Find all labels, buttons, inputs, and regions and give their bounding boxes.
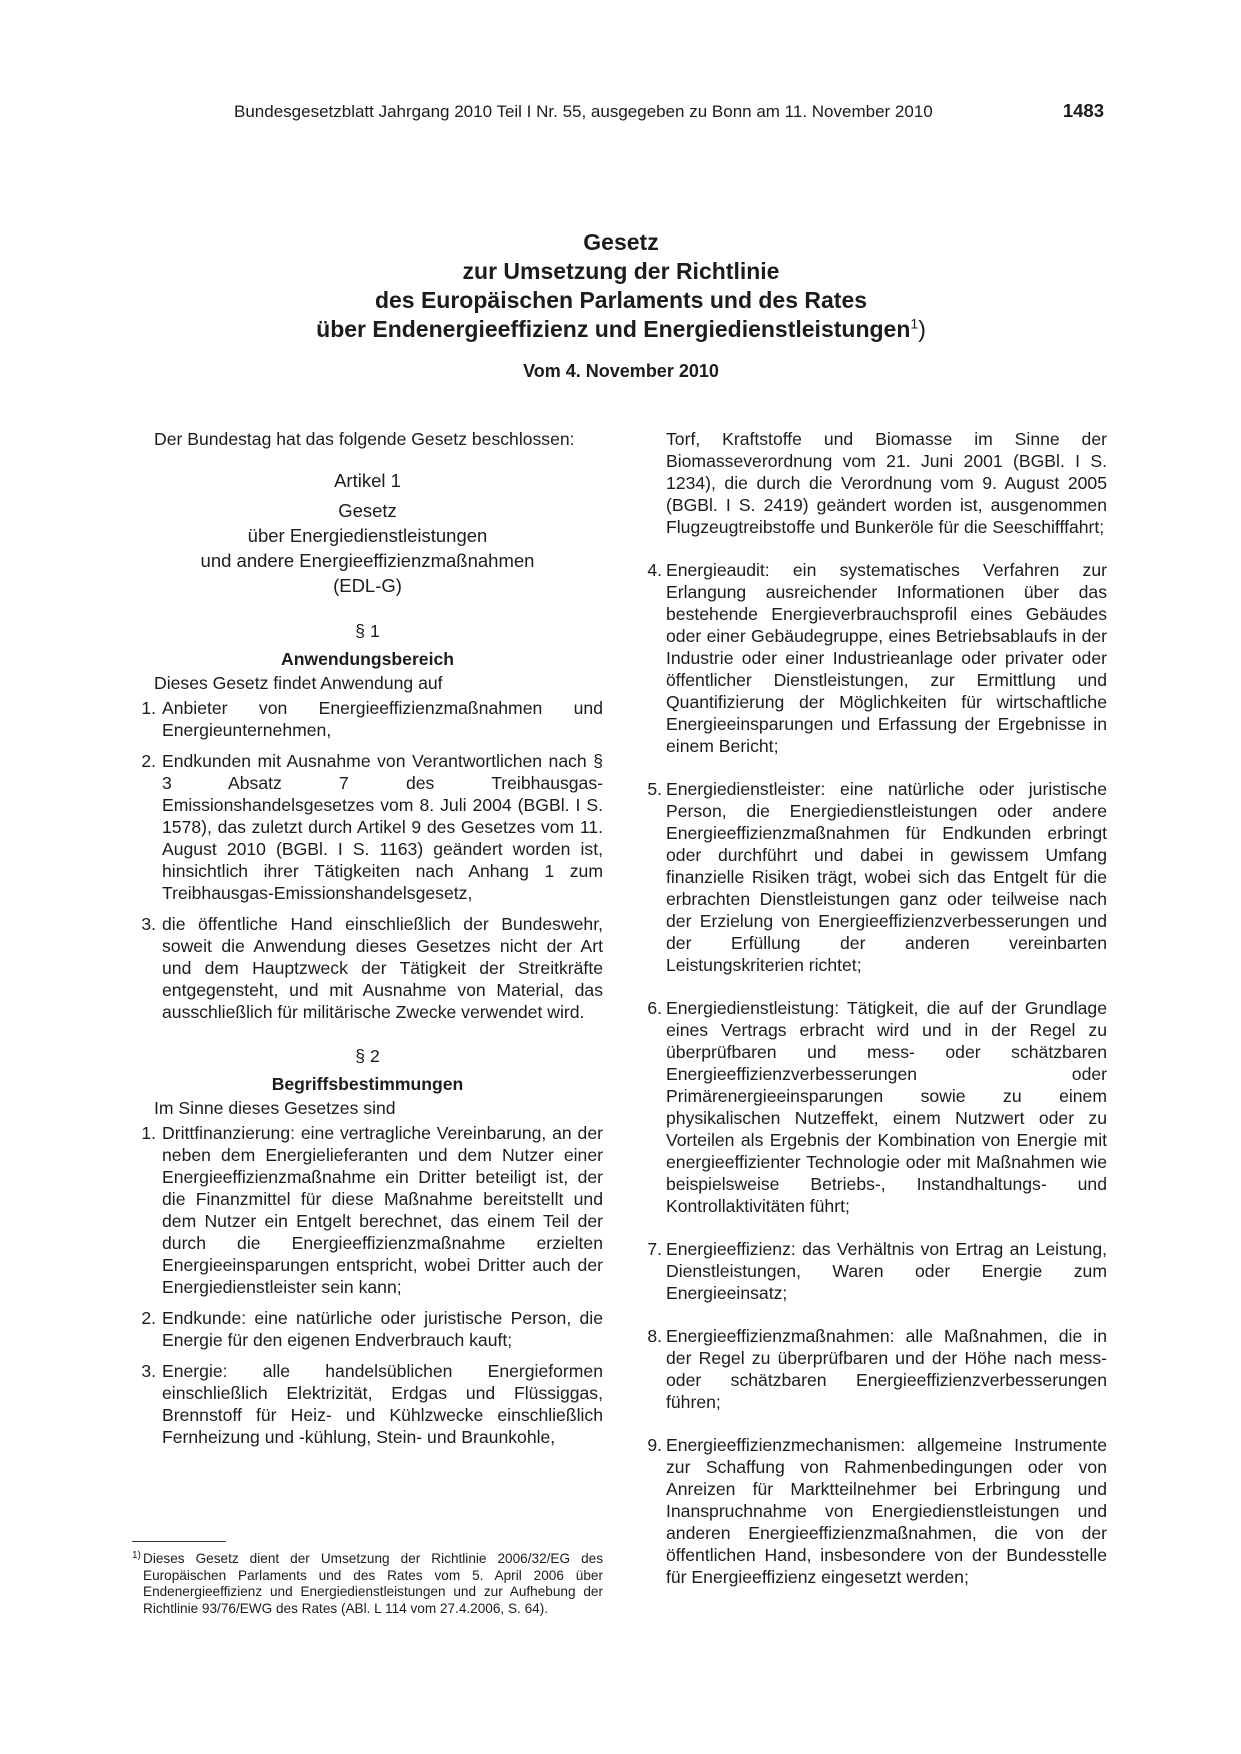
list-item-text: Energieeffizienzmechanismen: allgemeine Instrumente zur Schaffung von Rahmenbedingungen oder von Anreizen für Marktteilnehmer bei Erbringung und Inanspruchnahme von Energiedienstleistungen und anderen Energieeffizienzmaßnahmen, die von der öffentlichen Hand, insbesondere von der Bundesstelle für Energieeffizienz eingesetzt werden; <box>666 1435 1107 1587</box>
list-item-text: Energieeffizienz: das Verhältnis von Ertrag an Leistung, Dienstleistungen, Waren oder Energie zum Energieeinsatz; <box>666 1239 1107 1303</box>
list-item <box>132 1307 603 1351</box>
section-2-sign: § 2 <box>355 1046 380 1066</box>
section-2-lead: Im Sinne dieses Gesetzes sind <box>154 1098 396 1118</box>
title-line-2: zur Umsetzung der Richtlinie <box>462 258 780 284</box>
title-line-4 <box>150 315 1092 344</box>
article-1-heading: Artikel 1 <box>334 470 401 491</box>
list-item-text: Energieaudit: ein systematisches Verfahren zur Erlangung ausreichender Informationen über das bestehende Energieverbrauchsprofil eines Gebäudes oder einer Gebäudegruppe, eines Betriebsablaufs in der Industrie oder einer Industrieanlage oder privater oder öffentlicher Dienstleistungen, zur Ermittlung und Quantifizierung der Möglichkeiten für wirtschaftliche Energieeinsparungen und Erfassung der Ergebnisse in einem Bericht; <box>666 560 1107 756</box>
list-item <box>642 1238 1107 1304</box>
page-number: 1483 <box>1062 100 1104 121</box>
section-1-heading: Anwendungsbereich <box>280 649 455 669</box>
preamble: Der Bundestag hat das folgende Gesetz beschlossen: <box>154 429 575 449</box>
list-item <box>132 697 603 741</box>
list-item-text: Endkunde: eine natürliche oder juristische Person, die Energie für den eigenen Endverbrauch kauft; <box>162 1308 603 1350</box>
running-title: Bundesgesetzblatt Jahrgang 2010 Teil I Nr. 55, ausgegeben zu Bonn am 11. November 2010 <box>234 102 933 121</box>
list-item-number: 9. <box>647 1435 662 1455</box>
list-item <box>132 1360 603 1448</box>
article-1-title-line: (EDL-G) <box>333 575 402 596</box>
right-column <box>642 428 1107 1588</box>
list-item-number: 8. <box>647 1326 662 1346</box>
list-item <box>642 1325 1107 1413</box>
footnote <box>132 1551 603 1617</box>
list-item-number: 1. <box>141 1123 156 1143</box>
list-item-text: Energiedienstleister: eine natürliche oder juristische Person, die Energiedienstleistungen oder andere Energieeffizienzmaßnahmen für Endkunden erbringt oder durchführt und dabei in gewissem Umfang finanzielle Risiken trägt, wobei sich das Entgelt für die erbrachten Dienstleistungen ganz oder teilweise nach der Erzielung von Energieeffizienzverbesserungen und der Erfüllung der anderen vereinbarten Leistungskriterien richtet; <box>666 779 1107 975</box>
footnote-reference-paren: ) <box>918 316 926 342</box>
title-line-4-text: über Endenergieeffizienz und Energiedienstleistungen <box>316 316 911 342</box>
list-item-continuation: Torf, Kraftstoffe und Biomasse im Sinne der Biomasseverordnung vom 21. Juni 2001 (BGBl. I S. 1234), die durch die Verordnung vom 9. August 2005 (BGBl. I S. 2419) geändert worden ist, ausgenommen Flugzeugtreibstoffe und Bunkeröle für die Seeschifffahrt; <box>666 429 1107 537</box>
article-1-title-line: über Energiedienstleistungen <box>247 525 488 546</box>
article-1-title-line: und andere Energieeffizienzmaßnahmen <box>200 550 535 571</box>
list-item-number: 6. <box>647 998 662 1018</box>
list-item <box>642 1434 1107 1588</box>
list-item-number: 2. <box>141 751 156 771</box>
list-item-number: 3. <box>141 1361 156 1381</box>
title-line-3: des Europäischen Parlaments und des Rates <box>374 287 868 313</box>
list-item-text: Endkunden mit Ausnahme von Verantwortlichen nach § 3 Absatz 7 des Treibhausgas-Emissionshandelsgesetzes vom 8. Juli 2004 (BGBl. I S. 1578), das zuletzt durch Artikel 9 des Gesetzes vom 11. August 2010 (BGBl. I S. 1163) geändert worden ist, hinsichtlich ihrer Tätigkeiten nach Anhang 1 zum Treibhausgas-Emissionshandelsgesetz, <box>162 751 603 903</box>
article-1-title <box>132 498 603 598</box>
footnote-text: Dieses Gesetz dient der Umsetzung der Richtlinie 2006/32/EG des Europäischen Parlaments und des Rates vom 5. April 2006 über Endenergieeffizienz und Energiedienstleistungen und zur Aufhebung der Richtlinie 93/76/EWG des Rates (ABl. L 114 vom 27.4.2006, S. 64). <box>143 1551 603 1616</box>
list-item-text: Energiedienstleistung: Tätigkeit, die auf der Grundlage eines Vertrags erbracht wird und in der Regel zu überprüfbaren und mess- oder schätzbaren Energieeffizienzverbesserungen oder Primärenergieeinsparungen sowie zu einem physikalischen Nutzeffekt, einem Nutzwert oder zu Vorteilen als Ergebnis der Kombination von Energie mit energieeffizienter Technologie oder mit Maßnahmen wie beispielsweise Betriebs-, Instandhaltungs- und Kontrollaktivitäten führt; <box>666 998 1107 1216</box>
list-item <box>132 913 603 1023</box>
footnote-divider <box>132 1541 226 1542</box>
list-item <box>642 559 1107 757</box>
footnote-mark: 1) <box>132 1550 141 1561</box>
list-item-number: 4. <box>647 560 662 580</box>
list-item-text: Drittfinanzierung: eine vertragliche Vereinbarung, an der neben dem Energielieferanten und dem Nutzer einer Energieeffizienzmaßnahme ein Dritter beteiligt ist, der die Finanzmittel für diese Maßnahme bereitstellt und dem Nutzer ein Entgelt berechnet, das einem Teil der durch die Energieeffizienzmaßnahme erzielten Energieeinsparungen entspricht, wobei Dritter auch der Energiedienstleister sein kann; <box>162 1123 603 1297</box>
title-line-1: Gesetz <box>583 229 659 255</box>
list-item-text: Energie: alle handelsüblichen Energieformen einschließlich Elektrizität, Erdgas und Flüssiggas, Brennstoff für Heiz- und Kühlzwecke einschließlich Fernheizung und -kühlung, Stein- und Braunkohle, <box>162 1361 603 1447</box>
section-1-lead: Dieses Gesetz findet Anwendung auf <box>154 673 443 693</box>
section-2-heading: Begriffsbestimmungen <box>271 1074 464 1094</box>
list-item-text: Energieeffizienzmaßnahmen: alle Maßnahmen, die in der Regel zu überprüfbaren und der Höhe nach mess- oder schätzbaren Energieeffizienzverbesserungen führen; <box>666 1326 1107 1412</box>
section-1-sign: § 1 <box>355 621 380 641</box>
list-item-number: 5. <box>647 779 662 799</box>
list-item-number: 7. <box>647 1239 662 1259</box>
list-item-text: Anbieter von Energieeffizienzmaßnahmen und Energieunternehmen, <box>162 698 603 740</box>
list-item-number: 2. <box>141 1308 156 1328</box>
running-header <box>234 100 1104 124</box>
list-item <box>642 778 1107 976</box>
list-item <box>132 750 603 904</box>
law-title <box>150 228 1092 344</box>
article-1-title-line: Gesetz <box>338 500 397 521</box>
list-item <box>132 1122 603 1298</box>
left-column <box>132 428 603 1448</box>
list-item-number: 3. <box>141 914 156 934</box>
footnote-reference: 1 <box>910 315 919 332</box>
list-item <box>642 997 1107 1217</box>
list-item-text: die öffentliche Hand einschließlich der Bundeswehr, soweit die Anwendung dieses Gesetzes nicht der Art und dem Hauptzweck der Tätigkeit der Streitkräfte entgegensteht, und mit Ausnahme von Material, das ausschließlich für militärische Zwecke verwendet wird. <box>162 914 603 1022</box>
law-date: Vom 4. November 2010 <box>523 361 719 381</box>
list-item-number: 1. <box>141 698 156 718</box>
